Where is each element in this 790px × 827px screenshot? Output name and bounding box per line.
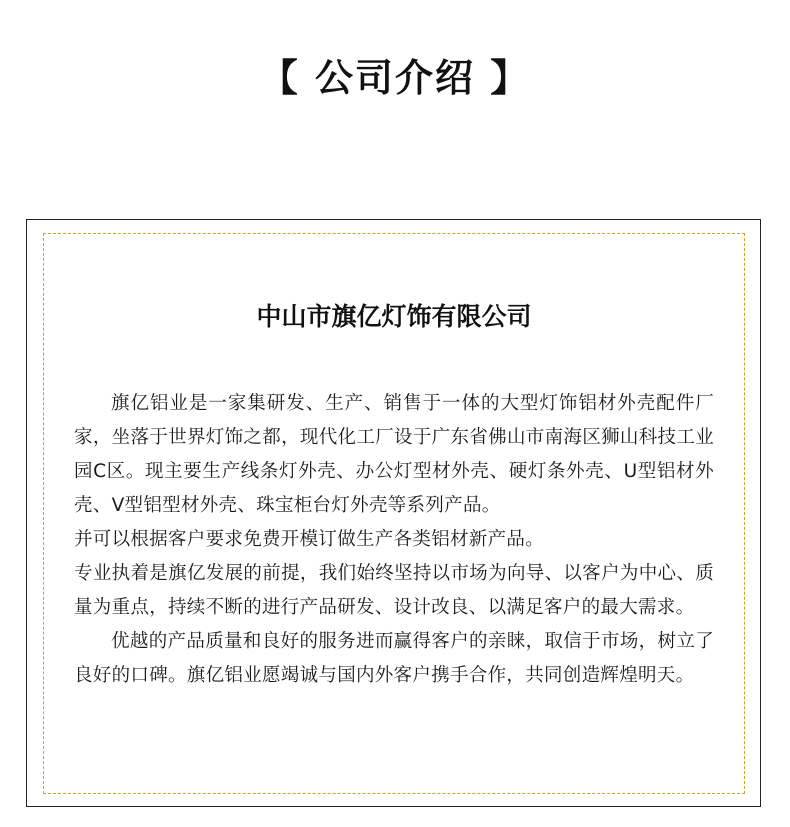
intro-card-dashed-border: [43, 233, 745, 794]
intro-paragraph-2: 并可以根据客户要求免费开模订做生产各类铝材新产品。: [74, 529, 545, 550]
company-name: 中山市旗亿灯饰有限公司: [256, 302, 532, 331]
intro-paragraph-1: 旗亿铝业是一家集研发、生产、销售于一体的大型灯饰铝材外壳配件厂家，坐落于世界灯饰之都，现代化工厂设于广东省佛山市南海区狮山科技工业园C区。现主要生产线条灯外壳、办公灯型材外壳、硬灯条外壳、U型铝材外壳、V型铝型材外壳、珠宝柜台灯外壳等系列产品。: [74, 393, 714, 516]
intro-body: [74, 387, 714, 693]
intro-paragraph-3: 专业执着是旗亿发展的前提，我们始终坚持以市场为向导、以客户为中心、质量为重点，持续不断的进行产品研发、设计改良、以满足客户的最大需求。: [74, 563, 714, 618]
intro-paragraph-4: 优越的产品质量和良好的服务进而赢得客户的亲睐，取信于市场，树立了良好的口碑。旗亿铝业愿竭诚与国内外客户携手合作，共同创造辉煌明天。: [74, 631, 714, 686]
intro-card-frame: [26, 219, 761, 807]
page-title: 【 公司介绍 】: [259, 56, 531, 100]
